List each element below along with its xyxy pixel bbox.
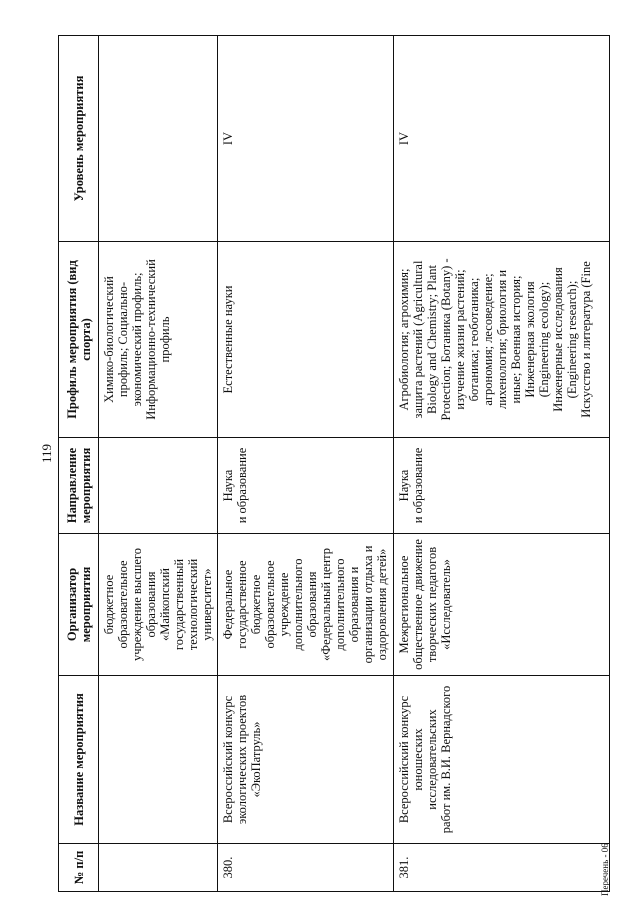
header-profile: Профиль мероприятия (вид спорта) — [59, 242, 99, 438]
profile-line: Biology and Chemistry; Plant — [425, 265, 439, 414]
row-profile — [218, 242, 394, 438]
direction-line: Наука — [397, 469, 411, 502]
organizer-line: дополнительного — [333, 558, 347, 651]
row-num: 381. — [394, 844, 610, 892]
header-direction: Направление мероприятия — [59, 438, 99, 534]
profile-line: защита растений (Agricultural — [411, 260, 425, 419]
profile-line: (Engineering research); — [565, 280, 579, 399]
organizer-line: образовательное — [263, 560, 277, 649]
cont-profile-line: Информационно-технический — [144, 259, 158, 420]
cont-profile-line: экономический профиль; — [130, 272, 144, 407]
row-num: 380. — [218, 844, 394, 892]
footer-text: Перечень - 06 — [600, 843, 610, 896]
row-event-name — [218, 676, 394, 844]
events-table — [58, 35, 610, 892]
profile-line: иные; Военная история; — [509, 275, 523, 404]
row-event-name — [394, 676, 610, 844]
cont-num-cell — [99, 844, 218, 892]
cont-organizer-line: образовательное — [116, 560, 130, 649]
cont-organizer-line: «Майкопский — [158, 568, 172, 641]
row-direction — [218, 438, 394, 534]
organizer-line: «Федеральный центр — [319, 548, 333, 661]
name-line: «ЭкоПатруль» — [249, 721, 263, 798]
organizer-line: творческих педагогов — [425, 546, 439, 663]
name-line: экологических проектов — [235, 694, 249, 825]
organizer-line: государственное — [235, 560, 249, 649]
row-organizer — [394, 534, 610, 676]
profile-line: Protection; Ботаника (Botany) - — [439, 258, 453, 421]
name-line: Всероссийский конкурс — [221, 695, 235, 824]
page-number — [40, 437, 54, 467]
direction-line: и образование — [411, 447, 425, 524]
row-level: IV — [218, 36, 394, 242]
table-row-continuation — [99, 36, 218, 892]
cont-profile-line: Химико-биологический — [102, 276, 116, 403]
row-level: IV — [394, 36, 610, 242]
cont-level-cell — [99, 36, 218, 242]
organizer-line: образования и — [347, 566, 361, 643]
cont-profile-cell — [99, 242, 218, 438]
profile-line: (Engineering ecology); — [537, 281, 551, 398]
row-direction — [394, 438, 610, 534]
organizer-line: учреждение — [277, 572, 291, 637]
direction-line: и образование — [235, 447, 249, 524]
header-num: № п/п — [59, 844, 99, 892]
profile-line: Агробиология; агрохимия; — [397, 268, 411, 411]
header-level: Уровень мероприятия — [59, 36, 99, 242]
page-number-text: 119 — [39, 443, 54, 463]
organizer-line: Межрегиональное — [397, 555, 411, 654]
cont-direction-cell — [99, 438, 218, 534]
table-row — [218, 36, 394, 892]
cont-organizer-line: технологический — [186, 558, 200, 651]
organizer-line: оздоровления детей» — [375, 548, 389, 661]
header-name: Название мероприятия — [59, 676, 99, 844]
organizer-line: организации отдыха и — [361, 545, 375, 664]
cont-organizer-line: образования — [144, 571, 158, 638]
profile-line: Естественные науки — [221, 285, 235, 394]
profile-line: агрономия; лесоведение; — [481, 273, 495, 406]
cont-organizer-line: учреждение высшего — [130, 547, 144, 662]
organizer-line: дополнительного — [291, 558, 305, 651]
organizer-line: «Исследователь» — [439, 559, 453, 650]
row-organizer — [218, 534, 394, 676]
table-row — [394, 36, 610, 892]
profile-line: Искусство и литература (Fine — [579, 261, 593, 418]
profile-line: Инженерная экология — [523, 281, 537, 398]
name-line: работ им. В.И. Вернадского — [439, 685, 453, 834]
cont-name-cell — [99, 676, 218, 844]
cont-organizer-line: университет» — [200, 568, 214, 641]
cont-profile-line: профиль; Социально- — [116, 281, 130, 398]
direction-line: Наука — [221, 469, 235, 502]
page-footer — [600, 842, 614, 902]
cont-profile-line: профиль — [158, 316, 172, 363]
organizer-line: бюджетное — [249, 574, 263, 635]
profile-line: ботаника; геоботаника; — [467, 277, 481, 402]
name-line: Всероссийский конкурс — [397, 695, 411, 824]
cont-organizer-line: бюджетное — [102, 574, 116, 635]
events-table-container — [58, 36, 598, 892]
organizer-line: образования — [305, 571, 319, 638]
table-header-row — [59, 36, 99, 892]
row-profile — [394, 242, 610, 438]
organizer-line: общественное движение — [411, 539, 425, 670]
header-organizer: Организатор мероприятия — [59, 534, 99, 676]
cont-organizer-line: государственный — [172, 558, 186, 651]
profile-line: изучение жизни растений; — [453, 269, 467, 410]
profile-line: лихенология; бриология и — [495, 269, 509, 410]
cont-organizer-cell — [99, 534, 218, 676]
profile-line: Инженерные исследования — [551, 267, 565, 412]
organizer-line: Федеральное — [221, 569, 235, 640]
name-line: юношеских исследовательских — [411, 709, 439, 810]
